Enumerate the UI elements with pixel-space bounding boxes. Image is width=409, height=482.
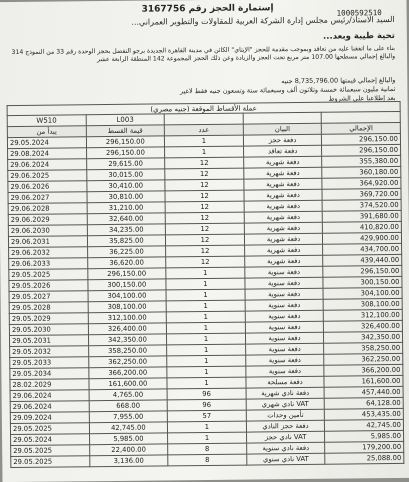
row-amount: 30,410.00 <box>86 180 165 192</box>
row-amount: 366,200.00 <box>88 367 167 379</box>
row-description: VAT نادي شهري <box>246 398 325 410</box>
row-description: دفعة شهرية <box>244 233 323 245</box>
row-value: 179,200.00 <box>325 441 404 453</box>
row-description: دفعة سنوية <box>245 310 324 322</box>
row-date: 29.05.2028 <box>9 302 88 314</box>
row-count: 12 <box>165 179 244 191</box>
row-value: 434,700.00 <box>323 243 402 255</box>
row-amount: 29,615.00 <box>86 158 165 170</box>
row-date: 29.05.2024 <box>11 434 90 446</box>
row-date: 29.06.2029 <box>8 214 87 226</box>
row-count: 12 <box>165 168 244 180</box>
row-date: 29.06.2024 <box>8 159 87 171</box>
row-description: دفعة شهرية <box>243 156 322 168</box>
row-date: 29.05.2029 <box>9 313 88 325</box>
row-amount: 30,015.00 <box>86 169 165 181</box>
row-count: 1 <box>166 289 245 301</box>
row-description: دفعة شهرية <box>244 178 323 190</box>
row-count: 1 <box>167 355 246 367</box>
row-date: 29.08.2024 <box>8 148 87 160</box>
row-count: 1 <box>167 322 246 334</box>
greeting-line: تحية طيبة وبعد... <box>322 30 395 42</box>
row-description: دفعة شهرية <box>244 211 323 223</box>
row-amount: 342,350.00 <box>88 334 167 346</box>
row-value: 296,150.00 <box>322 133 401 145</box>
row-value: 355,380.00 <box>322 155 401 167</box>
header-amount: قيمة القسط <box>86 125 165 137</box>
row-value: 457,440.00 <box>324 386 403 398</box>
row-amount: 296,150.00 <box>86 147 165 159</box>
row-count: 12 <box>166 223 245 235</box>
row-description: دفعة تعاقد <box>243 145 322 157</box>
row-date: 28.02.2029 <box>10 379 89 391</box>
row-date: 29.05.2025 <box>11 456 90 468</box>
row-description: دفعة سنوية <box>245 321 324 333</box>
row-count: 12 <box>166 245 245 257</box>
row-count: 1 <box>165 135 244 147</box>
row-date: 29.06.2025 <box>8 170 87 182</box>
row-description: دفعة شهرية <box>244 244 323 256</box>
row-amount: 4,765.00 <box>89 389 168 401</box>
row-description: دفعة شهرية <box>244 189 323 201</box>
row-date: 29.06.2030 <box>8 225 87 237</box>
row-value: 326,400.00 <box>324 320 403 332</box>
row-value: 364,920.00 <box>322 177 401 189</box>
form-title: إستمارة الحجز رقم 3167756 <box>141 3 274 15</box>
row-count: 1 <box>166 267 245 279</box>
row-amount: 36,225.00 <box>87 246 166 258</box>
row-description: دفعة سنوية <box>245 343 324 355</box>
row-value: 374,520.00 <box>322 199 401 211</box>
row-date: 29.05.2027 <box>9 291 88 303</box>
header-count: عدد <box>164 124 243 136</box>
row-value: 429,900.00 <box>323 232 402 244</box>
row-value: 25,088.00 <box>325 452 404 464</box>
row-amount: 358,250.00 <box>88 345 167 357</box>
row-description: VAT نادي سنوي <box>247 453 326 465</box>
row-amount: 36,620.00 <box>87 257 166 269</box>
row-amount: 312,100.00 <box>88 312 167 324</box>
row-count: 12 <box>165 212 244 224</box>
row-amount: 300,150.00 <box>88 279 167 291</box>
row-amount: 34,235.00 <box>87 224 166 236</box>
table-body <box>7 133 403 467</box>
header-value: الإجمالي <box>322 122 401 134</box>
row-value: 369,720.00 <box>322 188 401 200</box>
row-amount: 326,400.00 <box>88 323 167 335</box>
row-date: 29.05.2025 <box>9 269 88 281</box>
total-in-words: ثمانية مليون سبعمائة خمسة وثلاثون ألف وسبعمائة ستة وتسعون جنيه فقط لاغير <box>179 84 396 96</box>
row-description: دفعة شهرية <box>244 167 323 179</box>
row-amount: 161,600.00 <box>89 378 168 390</box>
row-amount: 30,810.00 <box>87 191 166 203</box>
table-section-title: عملة الأقساط الموقعة (جنيه مصري) <box>7 101 400 115</box>
row-count: 1 <box>168 432 247 444</box>
row-description: دفعة سنوية <box>245 332 324 344</box>
row-date: 29.05.2031 <box>9 335 88 347</box>
row-amount: 296,150.00 <box>87 268 166 280</box>
row-date: 29.09.2024 <box>10 412 89 424</box>
row-count: 1 <box>165 146 244 158</box>
row-date: 29.05.2033 <box>10 357 89 369</box>
terms-line: بعد إطلاعنا على الشروط <box>328 93 396 103</box>
total-value-line: والبالغ إجمالي قيمتها 8,735,796.00 جنيه <box>281 75 396 86</box>
row-count: 12 <box>165 190 244 202</box>
row-date: 29.05.2032 <box>10 346 89 358</box>
row-description: دفعة سنوية <box>245 288 324 300</box>
row-count: 1 <box>168 421 247 433</box>
row-description: دفعة حجز النادي <box>246 420 325 432</box>
row-date: 29.06.2032 <box>9 247 88 259</box>
row-description: دفعة نادي سنوية <box>246 442 325 454</box>
row-amount: 3,136.00 <box>89 455 168 467</box>
row-count: 1 <box>166 311 245 323</box>
row-amount: 35,825.00 <box>87 235 166 247</box>
row-date: 29.05.2025 <box>10 423 89 435</box>
header-date: يبدأ من <box>7 126 86 138</box>
row-count: 57 <box>167 410 246 422</box>
row-count: 96 <box>167 388 246 400</box>
row-amount: 308,100.00 <box>88 301 167 313</box>
addressee-line: السيد الاستاذ/رئيس مجلس إدارة الشركة العربية للمقاولات والتطوير العمراني... <box>131 14 395 27</box>
code-left: W510 <box>7 115 86 127</box>
header-description: البيان <box>243 123 322 135</box>
row-description: دفعة سنوية <box>246 365 325 377</box>
row-date: 29.06.2031 <box>8 236 87 248</box>
row-amount: 31,210.00 <box>87 202 166 214</box>
row-date: 29.06.2024 <box>10 401 89 413</box>
booking-paragraph: بناء على ما اتفقنا عليه من تعاقد وبموجب مقدمة للحجز "الإيتاي" الكائن في مدينة القاهرة الجديدة برجو التفضل بحجز الوحدة رقم 33 من النموذج 314 والبالغ إجمالي مسطحها 107.00 متر مربع تحت العجز والزيادة وعن ذلك الحجز المجموعة 142 المنطقة الرابعة عشر <box>11 44 396 64</box>
row-description: دفعة مسلحة <box>246 376 325 388</box>
row-count: 1 <box>166 300 245 312</box>
row-description: دفعة سنوية <box>245 266 324 278</box>
row-description: دفعة حجز <box>243 134 322 146</box>
row-count: 8 <box>168 454 247 466</box>
row-date: 29.05.2024 <box>7 137 86 149</box>
row-date: 29.05.2034 <box>10 368 89 380</box>
row-description: دفعة سنوية <box>245 354 324 366</box>
row-count: 1 <box>167 377 246 389</box>
installments-table <box>7 101 405 468</box>
row-amount: 22,400.00 <box>89 444 168 456</box>
row-value: 312,100.00 <box>324 309 403 321</box>
row-description: دفعة نادي شهرية <box>246 387 325 399</box>
row-amount: 362,250.00 <box>88 356 167 368</box>
row-value: 342,350.00 <box>324 331 403 343</box>
row-date: 29.05.2030 <box>9 324 88 336</box>
row-description: دفعة سنوية <box>245 277 324 289</box>
row-date: 29.06.2026 <box>8 181 87 193</box>
row-value: 360,180.00 <box>322 166 401 178</box>
row-count: 1 <box>167 344 246 356</box>
row-date: 29.06.2027 <box>8 192 87 204</box>
row-count: 12 <box>166 234 245 246</box>
row-date: 29.06.2024 <box>10 390 89 402</box>
row-value: 296,150.00 <box>323 265 402 277</box>
row-description: دفعة شهرية <box>244 222 323 234</box>
row-description: دفعة شهرية <box>244 255 323 267</box>
row-description: دفعة شهرية <box>244 200 323 212</box>
row-value: 304,100.00 <box>323 287 402 299</box>
row-date: 29.06.2028 <box>8 203 87 215</box>
row-amount: 32,640.00 <box>87 213 166 225</box>
row-value: 439,440.00 <box>323 254 402 266</box>
code-mid: L003 <box>86 114 165 126</box>
row-amount: 296,150.00 <box>86 136 165 148</box>
row-value: 453,435.00 <box>325 408 404 420</box>
row-count: 1 <box>167 333 246 345</box>
row-count: 96 <box>167 399 246 411</box>
row-count: 12 <box>165 157 244 169</box>
row-count: 1 <box>167 366 246 378</box>
row-value: 161,600.00 <box>324 375 403 387</box>
row-amount: 5,985.00 <box>89 433 168 445</box>
row-value: 410,820.00 <box>323 221 402 233</box>
row-count: 1 <box>166 278 245 290</box>
row-date: 29.05.2025 <box>11 445 90 457</box>
row-value: 362,250.00 <box>324 353 403 365</box>
row-date: 29.06.2033 <box>9 258 88 270</box>
row-value: 366,200.00 <box>324 364 403 376</box>
row-date: 29.05.2026 <box>9 280 88 292</box>
row-description: VAT نادي حجز <box>246 431 325 443</box>
row-amount: 304,100.00 <box>88 290 167 302</box>
row-description: دفعة سنوية <box>245 299 324 311</box>
row-amount: 42,745.00 <box>89 422 168 434</box>
row-value: 64,128.00 <box>325 397 404 409</box>
row-value: 358,250.00 <box>324 342 403 354</box>
reference-number: 1000592510 <box>336 8 382 18</box>
row-value: 300,150.00 <box>323 276 402 288</box>
row-value: 391,680.00 <box>323 210 402 222</box>
row-count: 12 <box>165 201 244 213</box>
row-count: 8 <box>168 443 247 455</box>
row-value: 42,745.00 <box>325 419 404 431</box>
row-description: تأمين وحدات <box>246 409 325 421</box>
row-value: 296,150.00 <box>322 144 401 156</box>
row-count: 12 <box>166 256 245 268</box>
row-amount: 668.00 <box>89 400 168 412</box>
row-amount: 7,955.00 <box>89 411 168 423</box>
row-value: 5,985.00 <box>325 430 404 442</box>
row-value: 308,100.00 <box>324 298 403 310</box>
